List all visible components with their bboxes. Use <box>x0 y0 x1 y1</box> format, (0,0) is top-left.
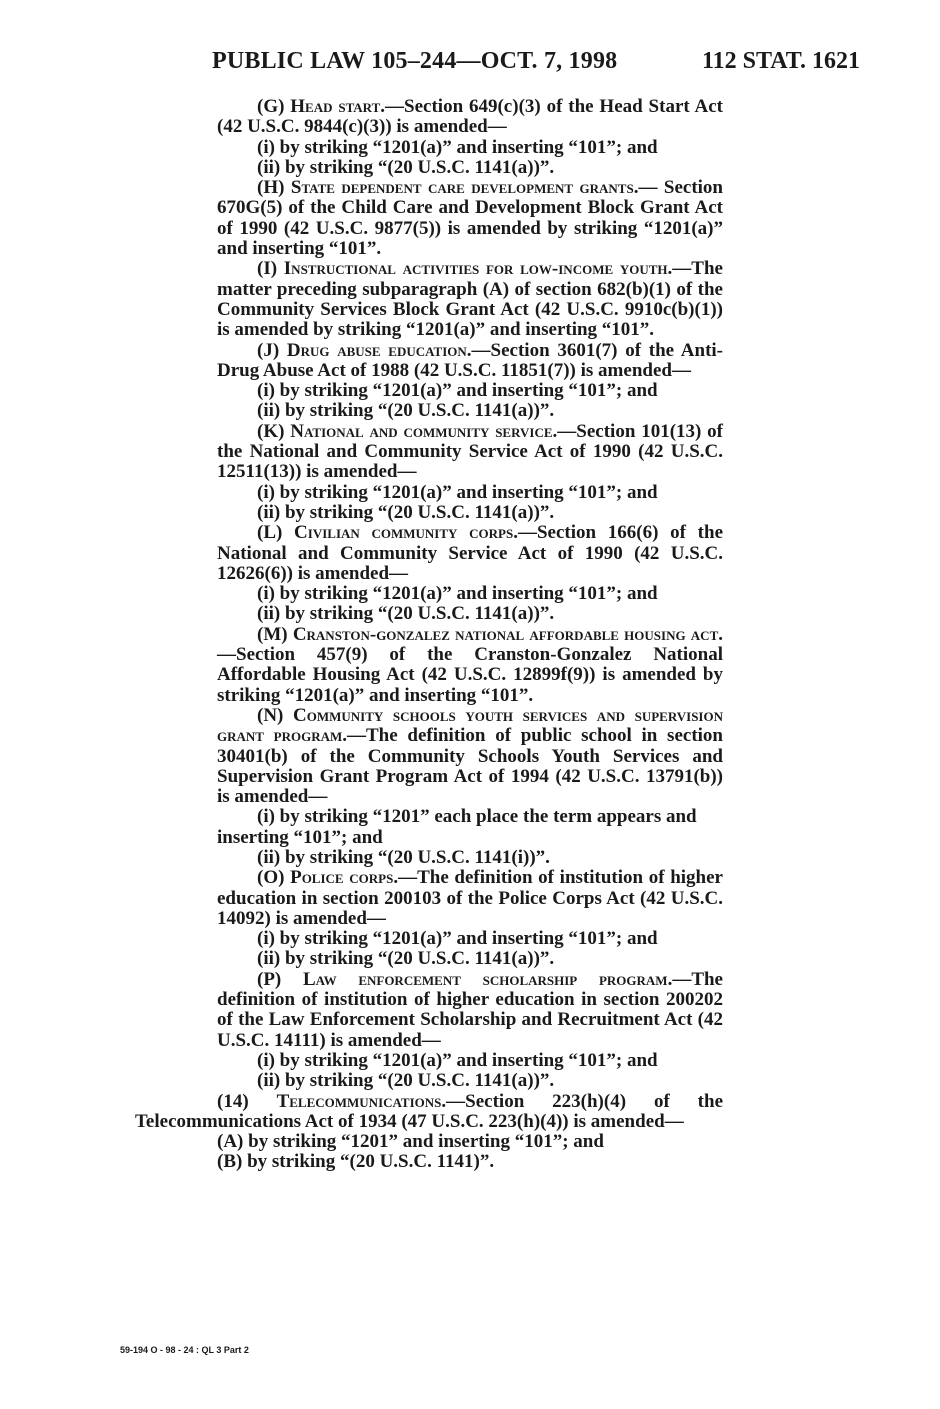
caption: State dependent care development grants <box>290 177 634 199</box>
caption: National and community service <box>290 420 553 442</box>
subparagraph-14-b: (B) by striking “(20 U.S.C. 1141)”. <box>217 1151 495 1173</box>
gpo-jacket-number: 59-194 O - 98 - 24 : QL 3 Part 2 <box>120 1345 249 1355</box>
public-law-citation: PUBLIC LAW 105–244—OCT. 7, 1998 <box>212 48 618 74</box>
subparagraph-14-a: (A) by striking “1201” and inserting “101”; and <box>217 1131 604 1153</box>
clause-g-i: (i) by striking “1201(a)” and inserting “101”; and <box>257 136 658 158</box>
caption: Instructional activities for low-income youth <box>283 258 668 280</box>
page-header <box>0 48 940 78</box>
clause-o-ii: (ii) by striking “(20 U.S.C. 1141(a))”. <box>257 948 555 970</box>
paragraph-i: (I) Instructional activities for low-income youth.—The matter preceding subparagraph (A) of section 682(b)(1) of the Community Services Block Grant Act (42 U.S.C. 9910c(b)(1)) is amended by striking “1201(a)” and inserting “101”. <box>217 258 723 341</box>
clause-j-ii: (ii) by striking “(20 U.S.C. 1141(a))”. <box>257 400 555 422</box>
caption: Police corps <box>290 867 394 889</box>
paragraph-k: (K) National and community service.—Section 101(13) of the National and Community Service Act of 1990 (42 U.S.C. 12511(13)) is amended— <box>217 420 723 483</box>
clause-l-ii: (ii) by striking “(20 U.S.C. 1141(a))”. <box>257 603 555 625</box>
document-body <box>135 96 724 1173</box>
clause-k-ii: (ii) by striking “(20 U.S.C. 1141(a))”. <box>257 501 555 523</box>
caption: Civilian community corps <box>294 522 514 544</box>
paragraph-14: (14) Telecommunications.—Section 223(h)(4) of the Telecommunications Act of 1934 (47 U.S.C. 223(h)(4)) is amended— <box>135 1090 723 1132</box>
clause-l-i: (i) by striking “1201(a)” and inserting “101”; and <box>257 583 658 605</box>
caption: Drug abuse education <box>286 339 467 361</box>
caption: Law enforcement scholarship program <box>302 968 668 990</box>
caption: Community schools youth services and supervision grant program <box>217 704 723 747</box>
caption: Telecommunications <box>276 1090 442 1112</box>
clause-n-i: (i) by striking “1201” each place the term appears and inserting “101”; and <box>217 806 697 848</box>
clause-g-ii: (ii) by striking “(20 U.S.C. 1141(a))”. <box>257 156 555 178</box>
paragraph-o: (O) Police corps.—The definition of institution of higher education in section 200103 of the Police Corps Act (42 U.S.C. 14092) is amended— <box>217 867 723 929</box>
clause-n-ii: (ii) by striking “(20 U.S.C. 1141(i))”. <box>257 846 550 868</box>
paragraph-n: (N) Community schools youth services and supervision grant program.—The definition of public school in section 30401(b) of the Community Schools Youth Services and Supervision Grant Program Act of 1994 (42 U.S.C. 13791(b)) is amended— <box>217 704 723 808</box>
clause-j-i: (i) by striking “1201(a)” and inserting “101”; and <box>257 380 658 402</box>
paragraph-g: (G) Head start.—Section 649(c)(3) of the Head Start Act (42 U.S.C. 9844(c)(3)) is amended— <box>217 96 723 138</box>
paragraph-l: (L) Civilian community corps.—Section 166(6) of the National and Community Service Act of 1990 (42 U.S.C. 12626(6)) is amended— <box>217 522 724 584</box>
clause-o-i: (i) by striking “1201(a)” and inserting “101”; and <box>257 928 658 950</box>
clause-p-ii: (ii) by striking “(20 U.S.C. 1141(a))”. <box>257 1070 555 1092</box>
clause-k-i: (i) by striking “1201(a)” and inserting “101”; and <box>257 481 658 503</box>
paragraph-h: (H) State dependent care development grants.— Section 670G(5) of the Child Care and Development Block Grant Act of 1990 (42 U.S.C. 9877(5)) is amended by striking “1201(a)” and inserting “101”. <box>217 177 723 260</box>
caption: Cranston-gonzalez national affordable housing act <box>292 623 719 645</box>
statute-page-number: 112 STAT. 1621 <box>701 48 860 74</box>
paragraph-p: (P) Law enforcement scholarship program.—The definition of institution of higher education in section 200202 of the Law Enforcement Scholarship and Recruitment Act (42 U.S.C. 14111) is amended— <box>217 968 723 1051</box>
paragraph-m: (M) Cranston-gonzalez national affordable housing act.—Section 457(9) of the Cranston-Gonzalez National Affordable Housing Act (42 U.S.C. 12899f(9)) is amended by striking “1201(a)” and inserting “101”. <box>217 623 723 706</box>
paragraph-j: (J) Drug abuse education.—Section 3601(7) of the Anti-Drug Abuse Act of 1988 (42 U.S.C. 11851(7)) is amended— <box>217 339 724 381</box>
caption: Head start <box>290 96 381 117</box>
clause-p-i: (i) by striking “1201(a)” and inserting “101”; and <box>257 1049 658 1071</box>
